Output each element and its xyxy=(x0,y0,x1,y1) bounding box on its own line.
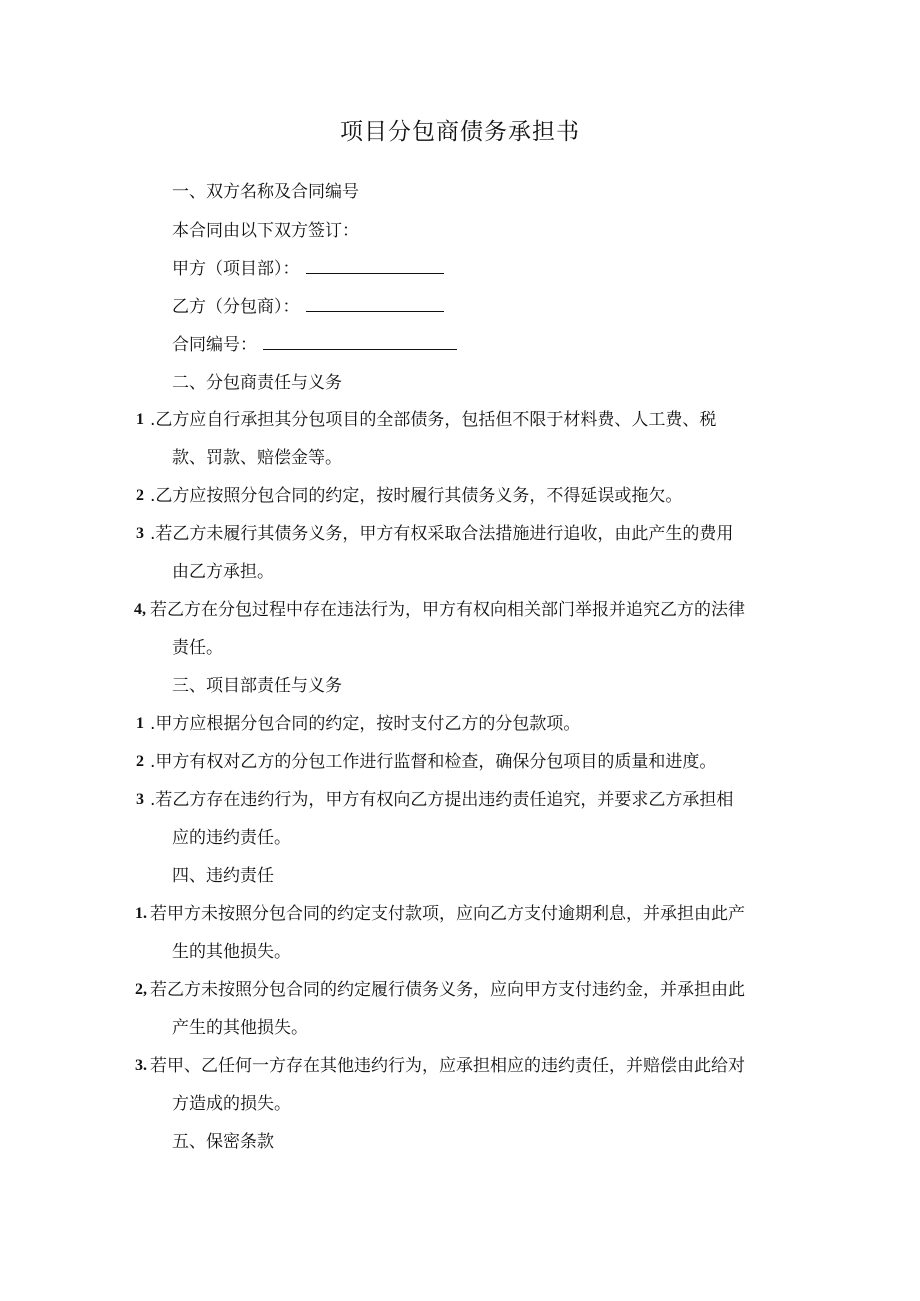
party-b-label: 乙方（分包商）： xyxy=(172,297,300,317)
party-b-blank-line xyxy=(306,297,444,312)
list-item-text: 若甲方未按照分包合同的约定支付款项，应向乙方支付逾期利息，并承担由此产 xyxy=(150,904,745,924)
list-item-text: .甲方有权对乙方的分包工作进行监督和检查，确保分包项目的质量和进度。 xyxy=(150,752,717,772)
list-item-text: .若乙方存在违约行为，甲方有权向乙方提出违约责任追究，并要求乙方承担相 xyxy=(150,790,734,810)
list-item-text: 若甲、乙任何一方存在其他违约行为，应承担相应的违约责任，并赔偿由此给对 xyxy=(150,1056,745,1076)
contract-no-blank-line xyxy=(263,335,457,350)
party-a-blank-line xyxy=(306,259,444,274)
contract-no-label: 合同编号： xyxy=(172,335,257,355)
list-item-text: .若乙方未履行其债务义务，甲方有权采取合法措施进行追收，由此产生的费用 xyxy=(150,524,734,544)
list-item-text: 若乙方未按照分包合同的约定履行债务义务，应向甲方支付违约金，并承担由此 xyxy=(150,980,745,1000)
list-item-number: 1. xyxy=(135,905,147,922)
section3-heading: 三、项目部责任与义务 xyxy=(172,676,342,696)
list-item-text-continued: 款、罚款、赔偿金等。 xyxy=(172,448,342,468)
list-item-text: .乙方应按照分包合同的约定，按时履行其债务义务，不得延误或拖欠。 xyxy=(150,486,683,506)
list-item-number: 3. xyxy=(135,1057,147,1074)
list-item-number: 3 xyxy=(136,791,144,808)
list-item-text-continued: 应的违约责任。 xyxy=(172,828,291,848)
list-item-text-continued: 产生的其他损失。 xyxy=(172,1018,308,1038)
document-title: 项目分包商债务承担书 xyxy=(340,119,580,145)
list-item-text: .乙方应自行承担其分包项目的全部债务，包括但不限于材料费、人工费、税 xyxy=(150,410,717,430)
list-item-text-continued: 生的其他损失。 xyxy=(172,942,291,962)
list-item-text-continued: 方造成的损失。 xyxy=(172,1094,291,1114)
list-item-text: .甲方应根据分包合同的约定，按时支付乙方的分包款项。 xyxy=(150,714,581,734)
section4-heading: 四、违约责任 xyxy=(172,866,274,886)
list-item-number: 2 xyxy=(136,753,144,770)
section1-heading: 一、双方名称及合同编号 xyxy=(172,182,359,202)
list-item-text: 若乙方在分包过程中存在违法行为，甲方有权向相关部门举报并追究乙方的法律 xyxy=(150,600,745,620)
list-item-number: 1 xyxy=(136,715,144,732)
list-item-text-continued: 由乙方承担。 xyxy=(172,562,274,582)
party-a-label: 甲方（项目部）： xyxy=(172,259,300,279)
section5-heading: 五、保密条款 xyxy=(172,1132,274,1152)
list-item-number: 4, xyxy=(134,601,146,618)
party-a-row xyxy=(172,257,444,281)
list-item-number: 3 xyxy=(136,525,144,542)
list-item-number: 1 xyxy=(136,411,144,428)
list-item-number: 2, xyxy=(135,981,147,998)
list-item-text-continued: 责任。 xyxy=(172,638,223,658)
contract-no-row xyxy=(172,333,457,357)
party-b-row xyxy=(172,295,444,319)
section1-intro: 本合同由以下双方签订： xyxy=(172,221,359,241)
section2-heading: 二、分包商责任与义务 xyxy=(172,373,342,393)
list-item-number: 2 xyxy=(136,487,144,504)
